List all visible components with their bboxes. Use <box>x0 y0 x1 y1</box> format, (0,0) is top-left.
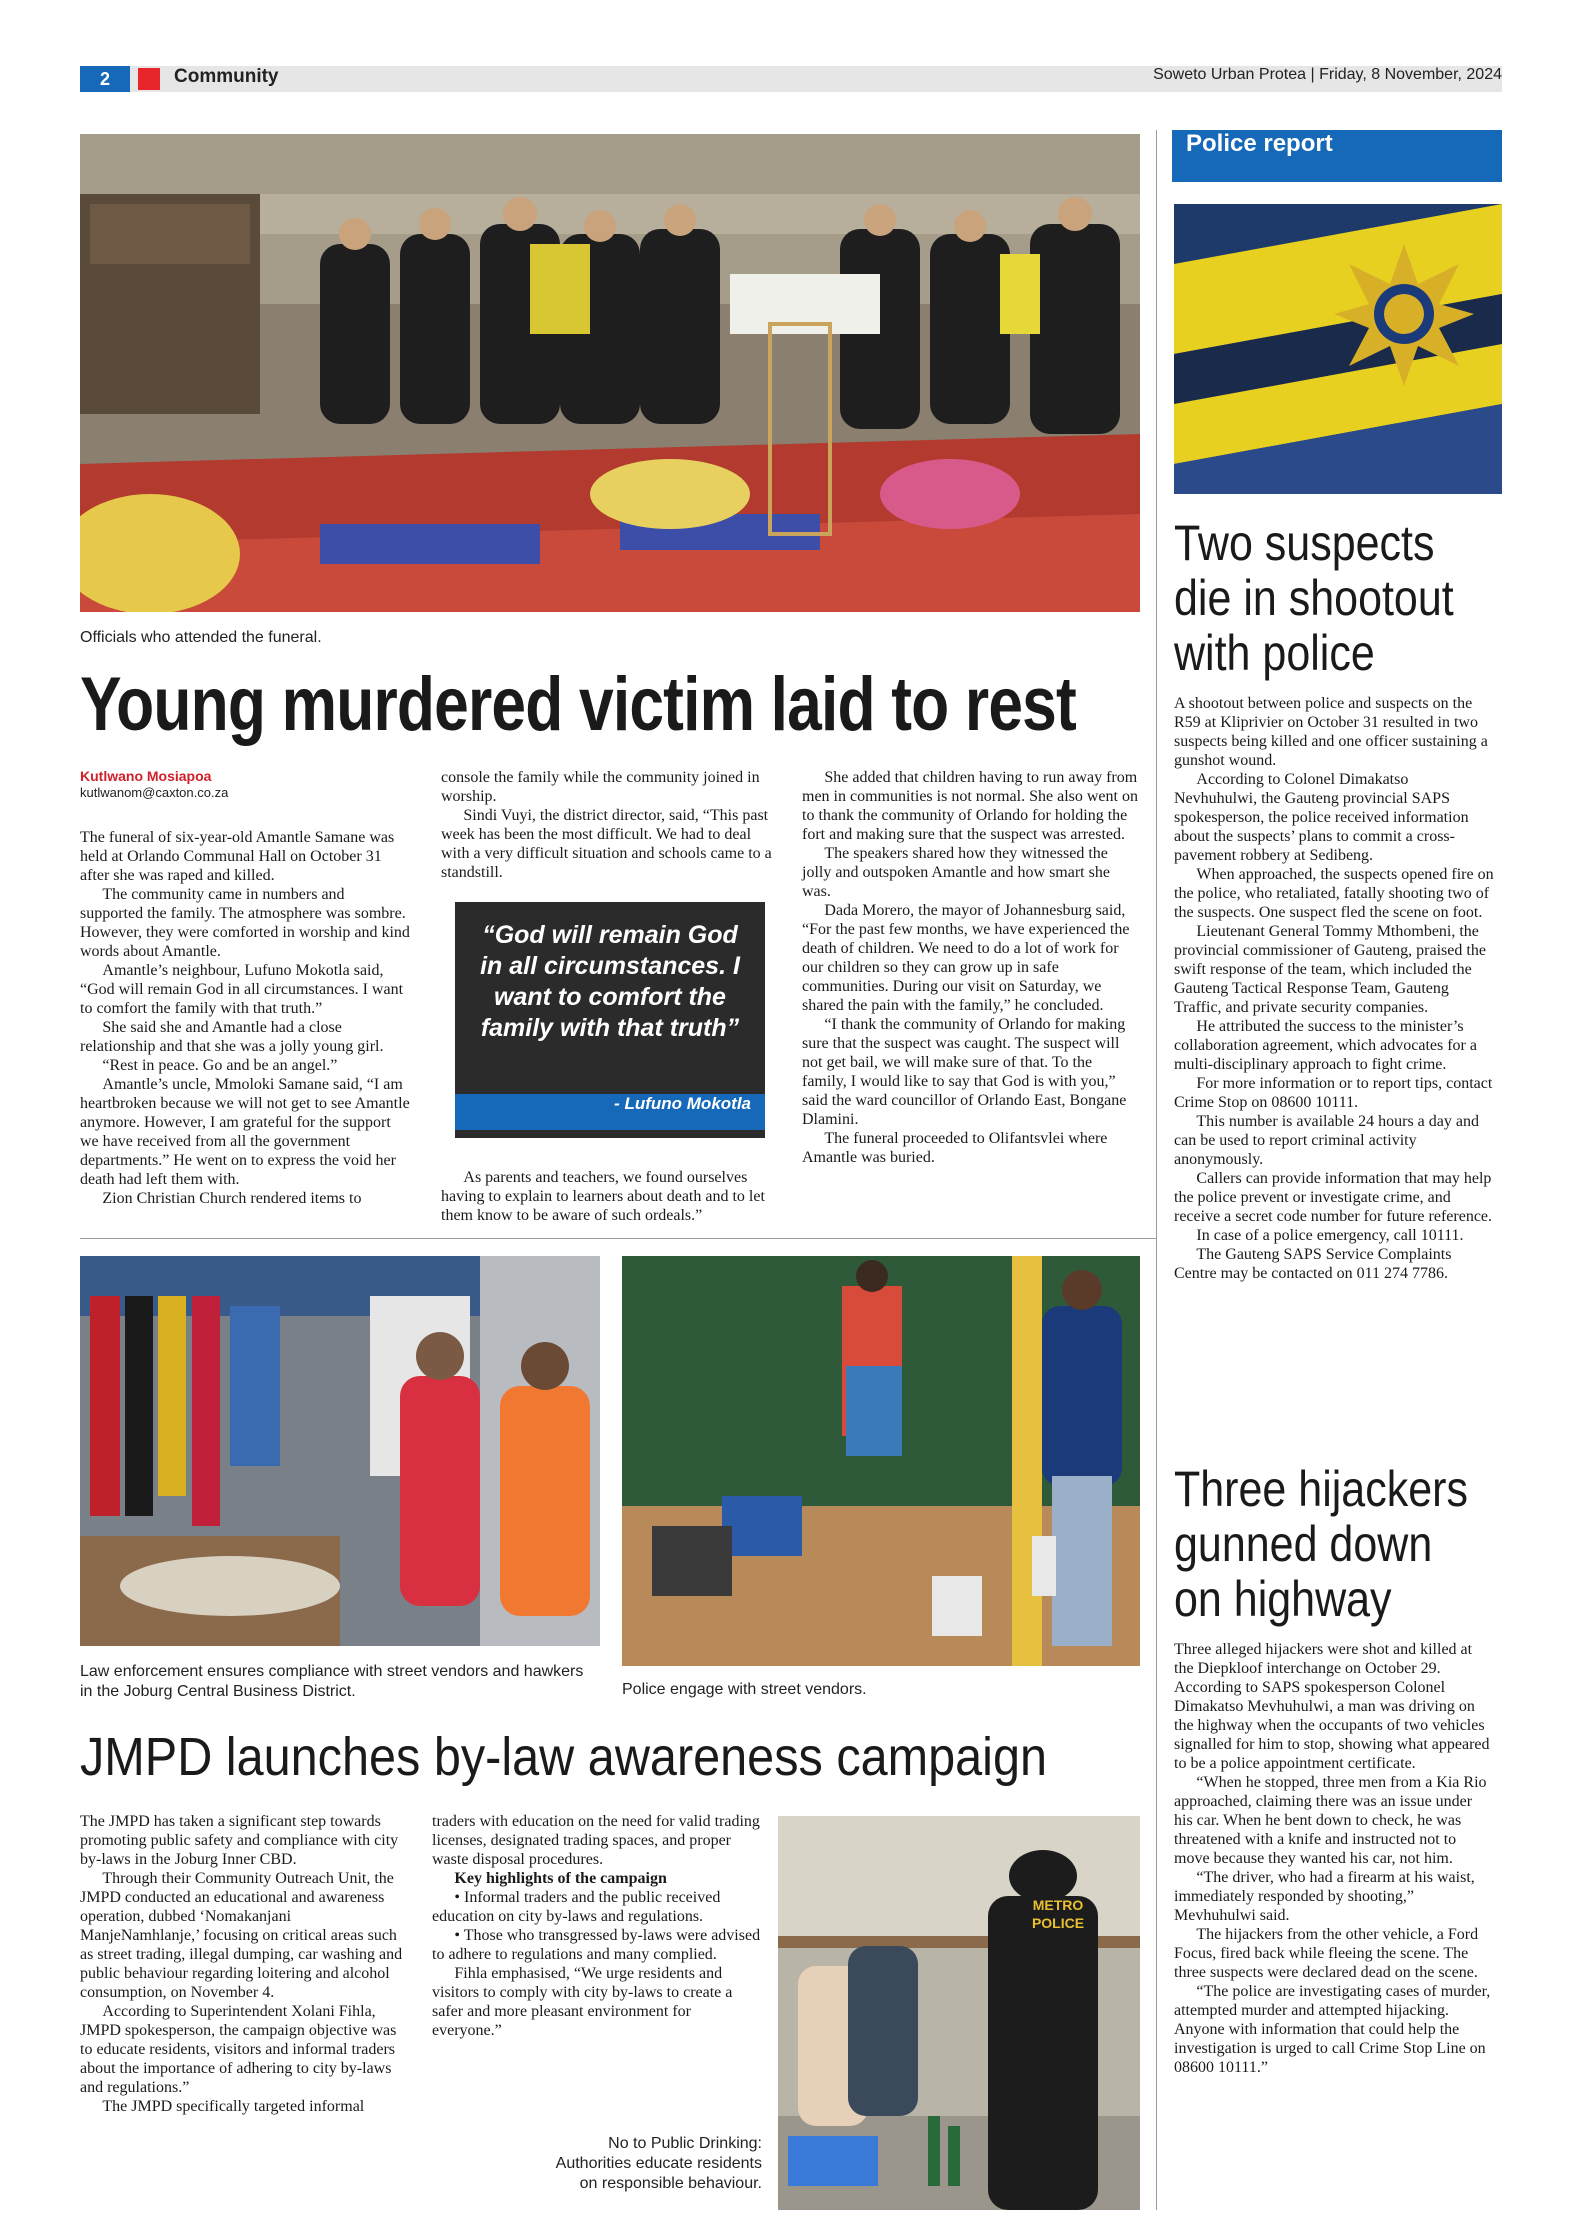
vest-text: METRO POLICE <box>1031 1897 1085 1931</box>
paragraph: Fihla emphasised, “We urge residents and visitors to comply with city by-laws to create a safer and more pleasant environment for everyone.” <box>432 1965 733 2039</box>
paragraph: The funeral proceeded to Olifantsvlei where Amantle was buried. <box>802 1130 1108 1166</box>
subheading: Key highlights of the campaign <box>454 1870 667 1887</box>
paragraph: The funeral of six-year-old Amantle Samane was held at Orlando Communal Hall on October 31 after she was raped and killed. <box>80 829 395 884</box>
page-number: 2 <box>80 66 130 92</box>
paragraph: As parents and teachers, we found ourselves having to explain to learners about death and to let them know to be aware of such ordeals.” <box>441 1169 765 1224</box>
story-divider <box>80 1238 1156 1239</box>
paragraph: The Gauteng SAPS Service Complaints Centre may be contacted on 011 274 7786. <box>1174 1246 1452 1282</box>
paragraph: The speakers shared how they witnessed the jolly and outspoken Amantle and how smart she was. <box>802 845 1110 900</box>
paragraph: “The driver, who had a firearm at his waist, immediately responded by shooting,” Mevhuhulwi said. <box>1174 1869 1475 1924</box>
section-marker <box>138 68 160 90</box>
headline-line: die in shootout <box>1174 570 1454 626</box>
sidebar-story-1 <box>1174 694 1494 1283</box>
headline-line: Three hijackers <box>1174 1461 1468 1517</box>
paragraph: Through their Community Outreach Unit, the JMPD conducted an educational and awareness operation, dubbed ‘Nomakanjani ManjeNamhlanje,’ focusing on critical areas such as street trading, illegal dumping, car washing and public behaviour regarding loitering and alcohol consumption, on November 4. <box>80 1870 403 2001</box>
paragraph: Amantle’s neighbour, Lufuno Mokotla said, “God will remain God in all circumstances. I want to comfort the family with that truth.” <box>80 962 404 1017</box>
funeral-photo <box>80 134 1140 612</box>
street-vendors-caption: Law enforcement ensures compliance with street vendors and hawkers in the Joburg Central Business District. <box>80 1663 584 1700</box>
pull-quote-text: “God will remain God in all circumstances. I want to comfort the family with that truth” <box>480 921 740 1042</box>
paragraph: console the family while the community joined in worship. <box>441 769 760 805</box>
metro-police-photo <box>778 1816 1140 2210</box>
byline-name: Kutlwano Mosiapoa <box>80 768 212 784</box>
paragraph: When approached, the suspects opened fire on the police, who retaliated, fatally shooting two of the suspects. One suspect fled the scene on foot. <box>1174 866 1494 921</box>
sidebar-headline-2 <box>1174 1462 1468 1627</box>
paragraph: Callers can provide information that may help the police prevent or investigate crime, and receive a secret code number for future reference. <box>1174 1170 1493 1225</box>
paragraph: In case of a police emergency, call 10111. <box>1196 1227 1464 1244</box>
paragraph: She said she and Amantle had a close relationship and that she was a jolly young girl. <box>80 1019 384 1055</box>
headline-line: gunned down <box>1174 1516 1433 1572</box>
headline-line: Two suspects <box>1174 515 1435 571</box>
paragraph: “I thank the community of Orlando for making sure that the suspect was caught. The suspect will not get bail, we will make sure of that. To the family, I would like to say that God is with you,” said the ward councillor of Orlando East, Bongane Dlamini. <box>802 1016 1127 1128</box>
paragraph: Three alleged hijackers were shot and killed at the Diepkloof interchange on October 29. <box>1174 1641 1473 1677</box>
sidebar-headline-1 <box>1174 516 1454 681</box>
paragraph: A shootout between police and suspects on the R59 at Kliprivier on October 31 resulted in two suspects being killed and one officer sustaining a gunshot wound. <box>1174 695 1488 769</box>
paragraph: The JMPD has taken a significant step towards promoting public safety and compliance with city by-laws in the Joburg Inner CBD. <box>80 1813 399 1868</box>
police-vendors-caption: Police engage with street vendors. <box>622 1681 867 1698</box>
jmpd-column-2 <box>432 1812 762 2040</box>
main-story-column-1 <box>80 828 410 1208</box>
section-title: Community <box>174 66 279 87</box>
jmpd-headline: JMPD launches by-law awareness campaign <box>80 1727 1048 1787</box>
dateline: Soweto Urban Protea | Friday, 8 November, 2024 <box>1153 66 1502 83</box>
bullet-item: • Those who transgressed by-laws were advised to adhere to regulations and many complied. <box>432 1927 761 1963</box>
paragraph: For more information or to report tips, contact Crime Stop on 08600 10111. <box>1174 1075 1493 1111</box>
paragraph: Sindi Vuyi, the district director, said, “This past week has been the most difficult. We had to deal with a very difficult situation and schools came to a standstill. <box>441 807 772 881</box>
pull-quote-author: - Lufuno Mokotla <box>614 1094 751 1113</box>
paragraph: traders with education on the need for valid trading licenses, designated trading spaces, and proper waste disposal procedures. <box>432 1813 760 1868</box>
sidebar-story-2 <box>1174 1640 1494 2077</box>
paragraph: The hijackers from the other vehicle, a Ford Focus, fired back while fleeing the scene. The three suspects were declared dead on the scene. <box>1174 1926 1479 1981</box>
main-headline: Young murdered victim laid to rest <box>80 662 1076 747</box>
column-divider <box>1156 130 1157 2210</box>
police-report-label: Police report <box>1186 130 1333 157</box>
street-vendors-photo <box>80 1256 600 1646</box>
metro-police-caption: No to Public Drinking: Authorities educate residents on responsible behaviour. <box>555 2135 762 2192</box>
funeral-photo-caption: Officials who attended the funeral. <box>80 629 322 646</box>
headline-line: with police <box>1174 625 1375 681</box>
byline-email: kutlwanom@caxton.co.za <box>80 785 229 800</box>
paragraph: He attributed the success to the minister’s collaboration agreement, which advocates for a multi-disciplinary approach to fight crime. <box>1174 1018 1477 1073</box>
paragraph: The JMPD specifically targeted informal <box>102 2098 365 2115</box>
headline-line: on highway <box>1174 1571 1392 1627</box>
paragraph: According to Colonel Dimakatso Nevhuhulwi, the Gauteng provincial SAPS spokesperson, the police received information about the suspects’ plans to commit a cross-pavement robbery at Sedibeng. <box>1174 771 1469 864</box>
paragraph: According to Superintendent Xolani Fihla, JMPD spokesperson, the campaign objective was to educate residents, visitors and informal traders about the importance of adhering to city by-laws and regulations.” <box>80 2003 397 2096</box>
paragraph: According to SAPS spokesperson Colonel Dimakatso Mevhuhulwi, a man was driving on the highway when the occupants of two vehicles signalled for him to stop, showing what appeared to be a police appointment certificate. <box>1174 1679 1490 1772</box>
paragraph: The community came in numbers and supported the family. The atmosphere was sombre. However, they were comforted in worship and kind words about Amantle. <box>80 886 410 960</box>
paragraph: Lieutenant General Tommy Mthombeni, the provincial commissioner of Gauteng, praised the swift response of the team, which included the Gauteng Tactical Response Team, Gauteng Traffic, and private security companies. <box>1174 923 1486 1016</box>
main-story-column-3 <box>802 768 1140 1167</box>
paragraph: Zion Christian Church rendered items to <box>102 1190 362 1207</box>
paragraph: Amantle’s uncle, Mmoloki Samane said, “I am heartbroken because we will not get to see Amantle anymore. However, I am grateful for the support we have received from all the government departments.” He went on to express the void her death had left them with. <box>80 1076 410 1188</box>
paragraph: She added that children having to run away from men in communities is not normal. She also went on to thank the community of Orlando for holding the fort and making sure that the suspect was arrested. <box>802 769 1138 843</box>
police-vendors-photo <box>622 1256 1140 1666</box>
main-story-column-2-bottom <box>441 1168 781 1225</box>
bullet-item: • Informal traders and the public received education on city by-laws and regulations. <box>432 1889 721 1925</box>
paragraph: Dada Morero, the mayor of Johannesburg said, “For the past few months, we have experienced the death of children. We need to do a lot of work for our children so they can grow up in safe communities. During our visit on Saturday, we shared the pain with the family,” he concluded. <box>802 902 1130 1014</box>
paragraph: “Rest in peace. Go and be an angel.” <box>102 1057 338 1074</box>
paragraph: This number is available 24 hours a day and can be used to report criminal activity anonymously. <box>1174 1113 1479 1168</box>
main-story-column-2-top <box>441 768 781 882</box>
police-car-photo <box>1174 204 1502 494</box>
paragraph: “The police are investigating cases of murder, attempted murder and attempted hijacking. Anyone with information that could help the investigation is urged to call Crime Stop Line on 08600 10111.” <box>1174 1983 1491 2076</box>
paragraph: “When he stopped, three men from a Kia Rio approached, claiming there was an issue under his car. When he bent down to check, he was threatened with a knife and instructed not to move because they wanted his car, not him. <box>1174 1774 1487 1867</box>
jmpd-column-1 <box>80 1812 410 2116</box>
